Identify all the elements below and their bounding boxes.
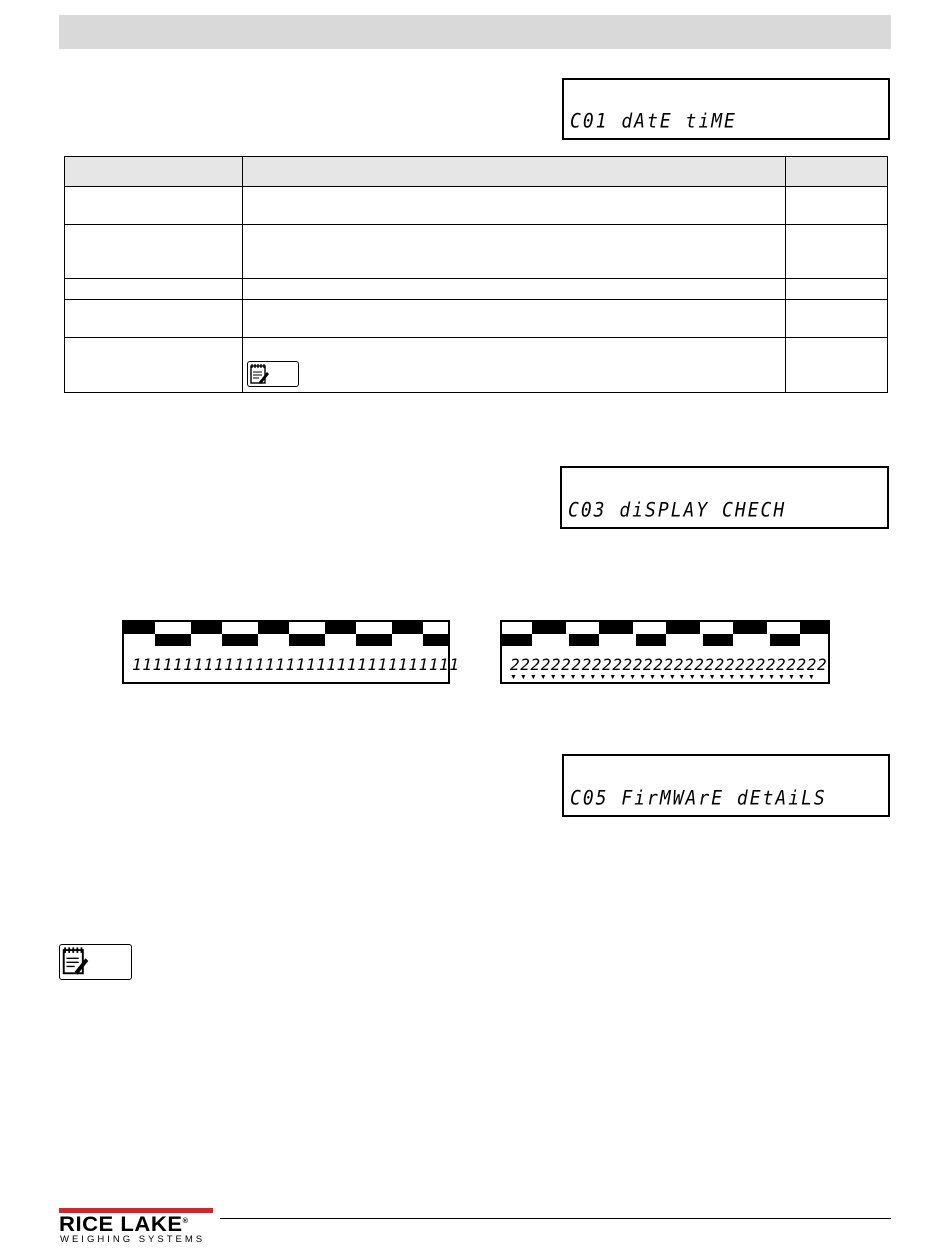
table-cell xyxy=(243,279,786,300)
table-cell xyxy=(65,279,243,300)
checker-row-top xyxy=(502,622,828,634)
logo-tagline: WEIGHING SYSTEMS xyxy=(60,1234,206,1245)
table-cell xyxy=(65,187,243,225)
table-cell xyxy=(786,225,888,279)
checker-cell xyxy=(770,634,800,646)
checker-cell xyxy=(124,622,155,634)
checker-cell xyxy=(703,634,733,646)
checker-cell xyxy=(325,622,356,634)
table-cell xyxy=(243,225,786,279)
table-cell xyxy=(65,300,243,338)
display-check-pattern-1 xyxy=(122,620,460,684)
logo-name: RICE LAKE xyxy=(59,1213,183,1236)
table-row xyxy=(65,279,888,300)
checker-row-bottom xyxy=(502,634,828,646)
table-cell xyxy=(786,187,888,225)
segment-digits: 11111111111111111111111111111111 xyxy=(132,655,460,674)
lcd-text: C03 diSPLAY CHECH xyxy=(568,498,787,523)
display-check-pattern-2 xyxy=(500,620,830,684)
checker-cell xyxy=(155,634,191,646)
table-cell xyxy=(786,279,888,300)
lcd-text: C01 dAtE tiME xyxy=(570,109,737,134)
checker-cell xyxy=(569,634,599,646)
table-cell xyxy=(65,338,243,393)
checker-cell xyxy=(532,622,566,634)
table-header-cell xyxy=(786,157,888,187)
table-cell xyxy=(786,300,888,338)
checker-cell xyxy=(356,634,392,646)
note-icon xyxy=(59,944,132,980)
checker-cell xyxy=(599,622,633,634)
checker-cell xyxy=(636,634,666,646)
checker-cell xyxy=(502,634,532,646)
table-row xyxy=(65,225,888,279)
footer-rule xyxy=(220,1218,891,1219)
table-cell xyxy=(243,187,786,225)
table-cell xyxy=(243,338,786,393)
note-icon xyxy=(247,361,299,387)
lcd-display-date-time xyxy=(562,78,890,140)
checker-cell xyxy=(191,622,222,634)
table-row xyxy=(65,300,888,338)
table-cell xyxy=(243,300,786,338)
checker-row-bottom xyxy=(124,634,448,646)
checker-cell xyxy=(222,634,258,646)
table-cell xyxy=(65,225,243,279)
table-row xyxy=(65,338,888,393)
table-header-cell xyxy=(243,157,786,187)
lcd-display-firmware-details xyxy=(562,754,890,817)
lcd-text: C05 FirMWArE dEtAiLS xyxy=(570,786,827,811)
registered-mark: ® xyxy=(182,1218,189,1225)
menu-parameter-table xyxy=(64,156,888,393)
checker-cell xyxy=(800,622,828,634)
page-header-bar xyxy=(59,15,891,49)
checker-cell xyxy=(423,634,448,646)
checker-cell xyxy=(666,622,700,634)
table-header-row xyxy=(65,157,888,187)
table-cell xyxy=(786,338,888,393)
table-row xyxy=(65,187,888,225)
checker-cell xyxy=(392,622,423,634)
checker-cell xyxy=(289,634,325,646)
annunciator-arrows: ▼▼▼▼▼▼▼▼▼▼▼▼▼▼▼▼▼▼▼▼▼▼▼▼▼▼▼▼▼▼▼ xyxy=(510,674,818,681)
table-header-cell xyxy=(65,157,243,187)
checker-cell xyxy=(258,622,289,634)
segment-digits: 2222222222222222222222222222222 xyxy=(510,655,828,674)
lcd-display-display-check xyxy=(560,466,889,529)
checker-row-top xyxy=(124,622,448,634)
checker-cell xyxy=(733,622,767,634)
